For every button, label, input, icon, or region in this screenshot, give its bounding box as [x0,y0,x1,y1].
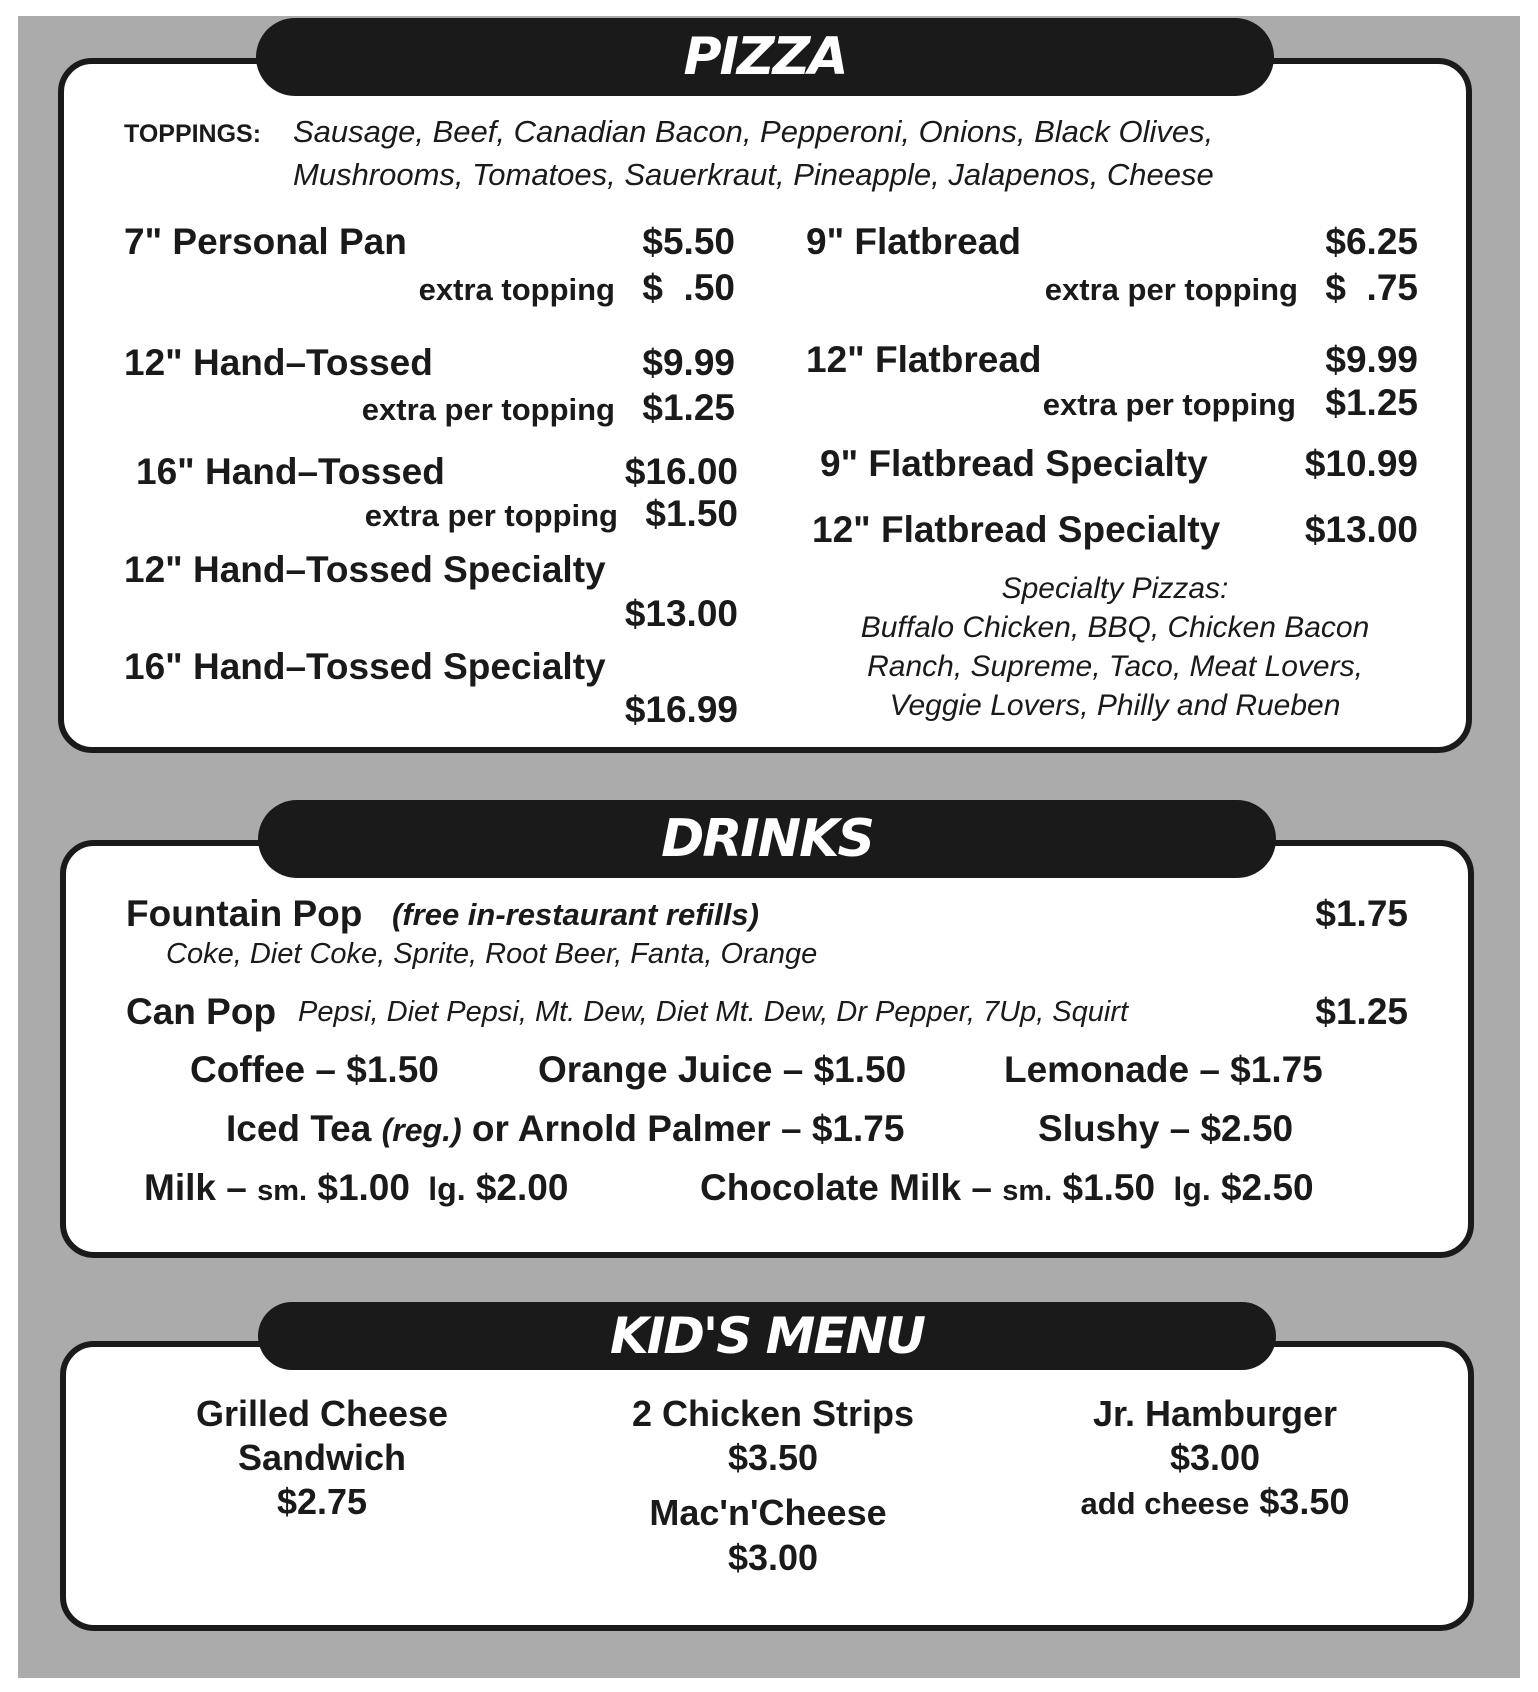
drinks-title: DRINKS [661,809,873,869]
pizza-item-name: 9" Flatbread Specialty [820,443,1208,484]
pizza-item-name: 16" Hand–Tossed Specialty [124,646,606,687]
pizza-item-name: 7" Personal Pan [124,221,407,262]
iced-tea-reg: (reg.) [381,1112,462,1148]
pizza-item-price: $16.00 [624,451,738,492]
pizza-item-name: 12" Flatbread Specialty [812,509,1221,550]
pizza-title: PIZZA [683,27,847,87]
pizza-item-price: $9.99 [642,342,735,383]
pizza-item-price: $16.99 [624,689,738,730]
pizza-item-name: 9" Flatbread [806,221,1021,262]
specialty-line: Ranch, Supreme, Taco, Meat Lovers, [867,650,1363,683]
jr-hamburger-name: Jr. Hamburger [1092,1393,1338,1434]
pizza-extra-price: $1.25 [642,387,735,428]
pizza-header [256,18,1274,96]
pizza-item-price: $5.50 [642,221,735,262]
grilled-cheese-line-1: Grilled Cheese [195,1393,449,1434]
kids-title: KID'S MENU [610,1307,924,1365]
specialty-heading: Specialty Pizzas: [1001,572,1229,605]
pizza-item-price: $10.99 [1304,443,1418,484]
pizza-item-price: $9.99 [1325,339,1418,380]
specialty-line: Veggie Lovers, Philly and Rueben [889,689,1341,722]
choc-lg-label: lg. [1173,1171,1211,1207]
iced-tea-label: Iced Tea [226,1108,372,1149]
kids-header [258,1302,1276,1370]
pizza-extra-label: extra per topping [1044,272,1298,307]
pizza-item-name: 12" Flatbread [806,339,1042,380]
can-pop-flavors: Pepsi, Diet Pepsi, Mt. Dew, Diet Mt. Dew, Dr Pepper, 7Up, Squirt [298,996,1129,1028]
add-cheese-label: add cheese [1080,1486,1250,1521]
milk-lg-price: $2.00 [475,1167,569,1208]
grilled-cheese-price: $2.75 [276,1481,368,1522]
fountain-pop-note: (free in-restaurant refills) [392,897,759,932]
toppings-line-1: Sausage, Beef, Canadian Bacon, Pepperoni, Onions, Black Olives, [293,114,1214,149]
pizza-extra-price: $ .50 [642,267,735,308]
milk-sm-label: sm. [257,1175,308,1207]
iced-tea-price: or Arnold Palmer – $1.75 [471,1108,905,1149]
choc-sm-label: sm. [1002,1175,1053,1207]
pizza-extra-label: extra per topping [361,392,615,427]
choc-sm-price: $1.50 [1062,1167,1156,1208]
milk-item [144,1167,568,1209]
pizza-item-name: 12" Hand–Tossed [124,342,433,383]
choc-lg-price: $2.50 [1220,1167,1314,1208]
slushy-item: Slushy – $2.50 [1038,1108,1294,1149]
fountain-pop-name: Fountain Pop [126,893,363,934]
add-cheese-price: $3.50 [1259,1481,1350,1522]
can-pop-name: Can Pop [126,991,277,1032]
lemonade-item: Lemonade – $1.75 [1004,1049,1323,1090]
fountain-pop-price: $1.75 [1315,893,1408,934]
chicken-strips-price: $3.50 [727,1437,819,1478]
pizza-item-price: $13.00 [1304,509,1418,550]
pizza-extra-label: extra per topping [364,498,618,533]
pizza-item-price: $6.25 [1325,221,1418,262]
jr-hamburger-add-cheese [1010,1481,1420,1523]
pizza-item-name: 12" Hand–Tossed Specialty [124,549,606,590]
choc-name: Chocolate Milk – [700,1167,992,1208]
grilled-cheese-line-2: Sandwich [237,1437,407,1478]
iced-tea-item [226,1108,904,1150]
pizza-item-name: 16" Hand–Tossed [136,451,445,492]
pizza-extra-price: $ .75 [1325,267,1418,308]
toppings-line-2: Mushrooms, Tomatoes, Sauerkraut, Pineapple, Jalapenos, Cheese [293,157,1214,192]
fountain-pop-flavors: Coke, Diet Coke, Sprite, Root Beer, Fanta, Orange [166,938,818,970]
specialty-line: Buffalo Chicken, BBQ, Chicken Bacon [860,611,1370,644]
pizza-extra-price: $1.25 [1325,382,1418,423]
jr-hamburger-price: $3.00 [1169,1437,1261,1478]
mac-cheese-price: $3.00 [727,1537,819,1578]
chocolate-milk-item [700,1167,1314,1209]
pizza-extra-label: extra per topping [1042,387,1296,422]
milk-lg-label: lg. [428,1171,466,1207]
drinks-header [258,800,1276,878]
chicken-strips-name: 2 Chicken Strips [631,1393,915,1434]
can-pop-price: $1.25 [1315,991,1408,1032]
pizza-extra-price: $1.50 [645,493,738,534]
milk-name: Milk – [144,1167,247,1208]
orange-juice-item: Orange Juice – $1.50 [538,1049,907,1090]
coffee-item: Coffee – $1.50 [190,1049,439,1090]
pizza-item-price: $13.00 [624,593,738,634]
mac-cheese-name: Mac'n'Cheese [649,1492,887,1533]
pizza-extra-label: extra topping [418,272,615,307]
toppings-label: TOPPINGS: [124,120,262,148]
milk-sm-price: $1.00 [317,1167,410,1208]
